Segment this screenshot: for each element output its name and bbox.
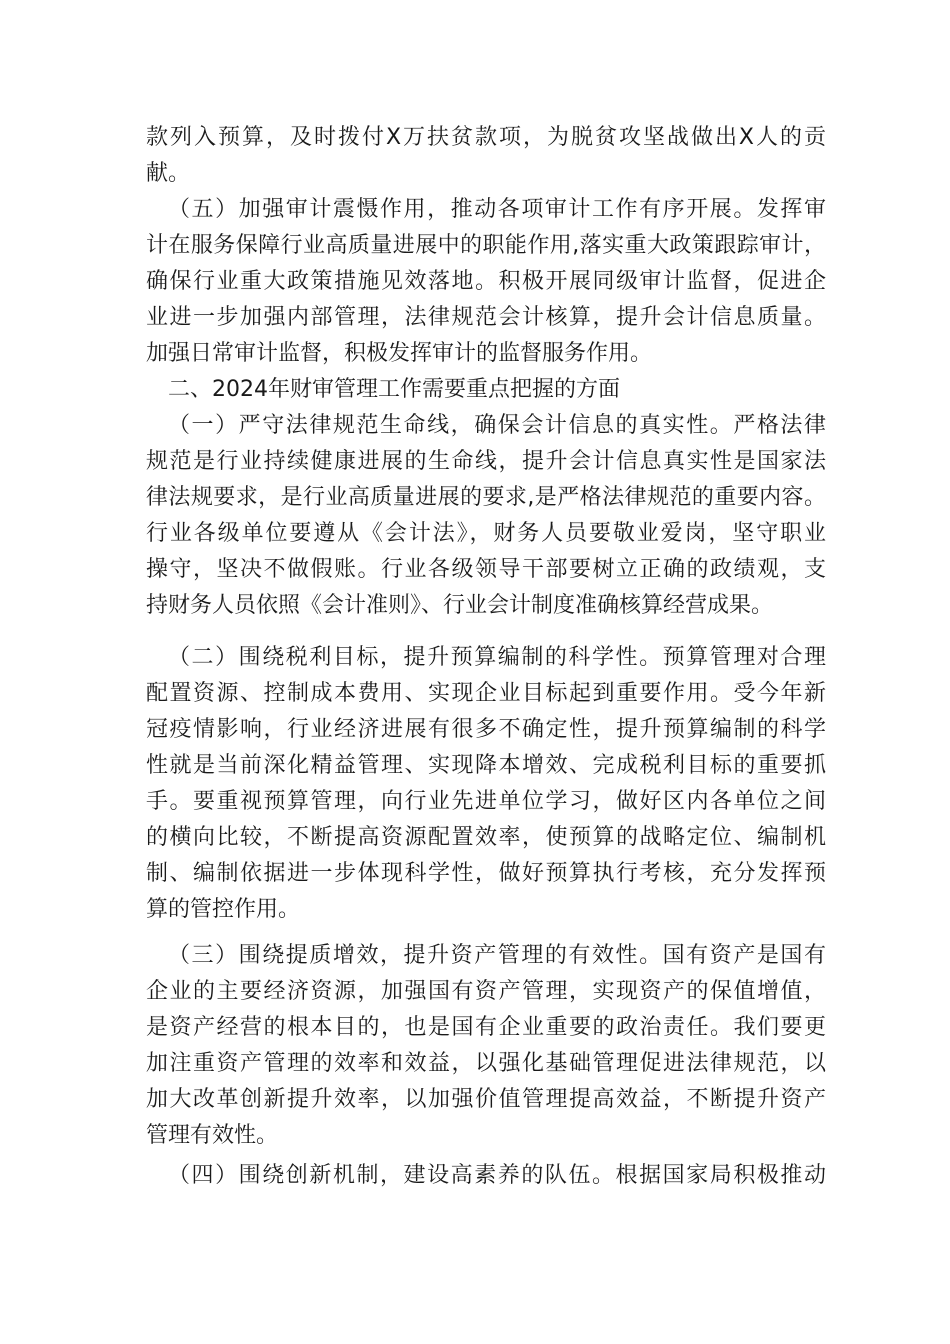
body-text-line: 冠疫情影响，行业经济进展有很多不确定性，提升预算编制的科学: [146, 717, 826, 742]
body-text-line: 加大改革创新提升效率，以加强价值管理提高效益，不断提升资产: [146, 1087, 826, 1112]
body-text-line: 企业的主要经济资源，加强国有资产管理，实现资产的保值增值，: [146, 979, 826, 1004]
body-text-line: 规范是行业持续健康进展的生命线，提升会计信息真实性是国家法: [146, 449, 826, 474]
body-text-line: 手。要重视预算管理，向行业先进单位学习，做好区内各单位之间: [146, 789, 826, 814]
body-text-line: 律法规要求，是行业高质量进展的要求,是严格法律规范的重要内容。: [146, 485, 826, 510]
body-text-line: 管理有效性。: [146, 1123, 279, 1148]
paragraph-heading-line: （一）严守法律规范生命线，确保会计信息的真实性。严格法律: [168, 413, 826, 438]
paragraph-heading-line: （四）围绕创新机制，建设高素养的队伍。根据国家局积极推动: [168, 1163, 826, 1188]
body-text-line: 操守，坚决不做假账。行业各级领导干部要树立正确的政绩观，支: [146, 557, 826, 582]
body-text-line: 确保行业重大政策措施见效落地。积极开展同级审计监督，促进企: [146, 269, 826, 294]
body-text-line: 业进一步加强内部管理，法律规范会计核算，提升会计信息质量。: [146, 305, 826, 330]
body-text-line: 算的管控作用。: [146, 897, 301, 922]
body-text-line: 款列入预算，及时拨付X万扶贫款项，为脱贫攻坚战做出X人的贡: [146, 125, 826, 150]
body-text-line: 是资产经营的根本目的，也是国有企业重要的政治责任。我们要更: [146, 1015, 826, 1040]
body-text-line: 加注重资产管理的效率和效益，以强化基础管理促进法律规范，以: [146, 1051, 826, 1076]
body-text-line: 献。: [146, 161, 191, 186]
body-text-line: 性就是当前深化精益管理、实现降本增效、完成税利目标的重要抓: [146, 753, 826, 778]
body-text-line: 计在服务保障行业高质量进展中的职能作用,落实重大政策跟踪审计，: [146, 233, 826, 258]
paragraph-heading-line: （五）加强审计震慑作用，推动各项审计工作有序开展。发挥审: [168, 197, 826, 222]
body-text-line: 的横向比较，不断提高资源配置效率，使预算的战略定位、编制机: [146, 825, 826, 850]
body-text-line: 加强日常审计监督，积极发挥审计的监督服务作用。: [146, 341, 653, 366]
body-text-line: 配置资源、控制成本费用、实现企业目标起到重要作用。受今年新: [146, 681, 826, 706]
section-heading: 二、2024年财审管理工作需要重点把握的方面: [168, 377, 620, 402]
paragraph-heading-line: （三）围绕提质增效，提升资产管理的有效性。国有资产是国有: [168, 943, 826, 968]
body-text-line: 行业各级单位要遵从《会计法》，财务人员要敬业爱岗，坚守职业: [146, 521, 826, 546]
body-text-line: 持财务人员依照《会计准则》、行业会计制度准确核算经营成果。: [146, 593, 774, 618]
paragraph-heading-line: （二）围绕税利目标，提升预算编制的科学性。预算管理对合理: [168, 645, 826, 670]
body-text-line: 制、编制依据进一步体现科学性，做好预算执行考核，充分发挥预: [146, 861, 826, 886]
